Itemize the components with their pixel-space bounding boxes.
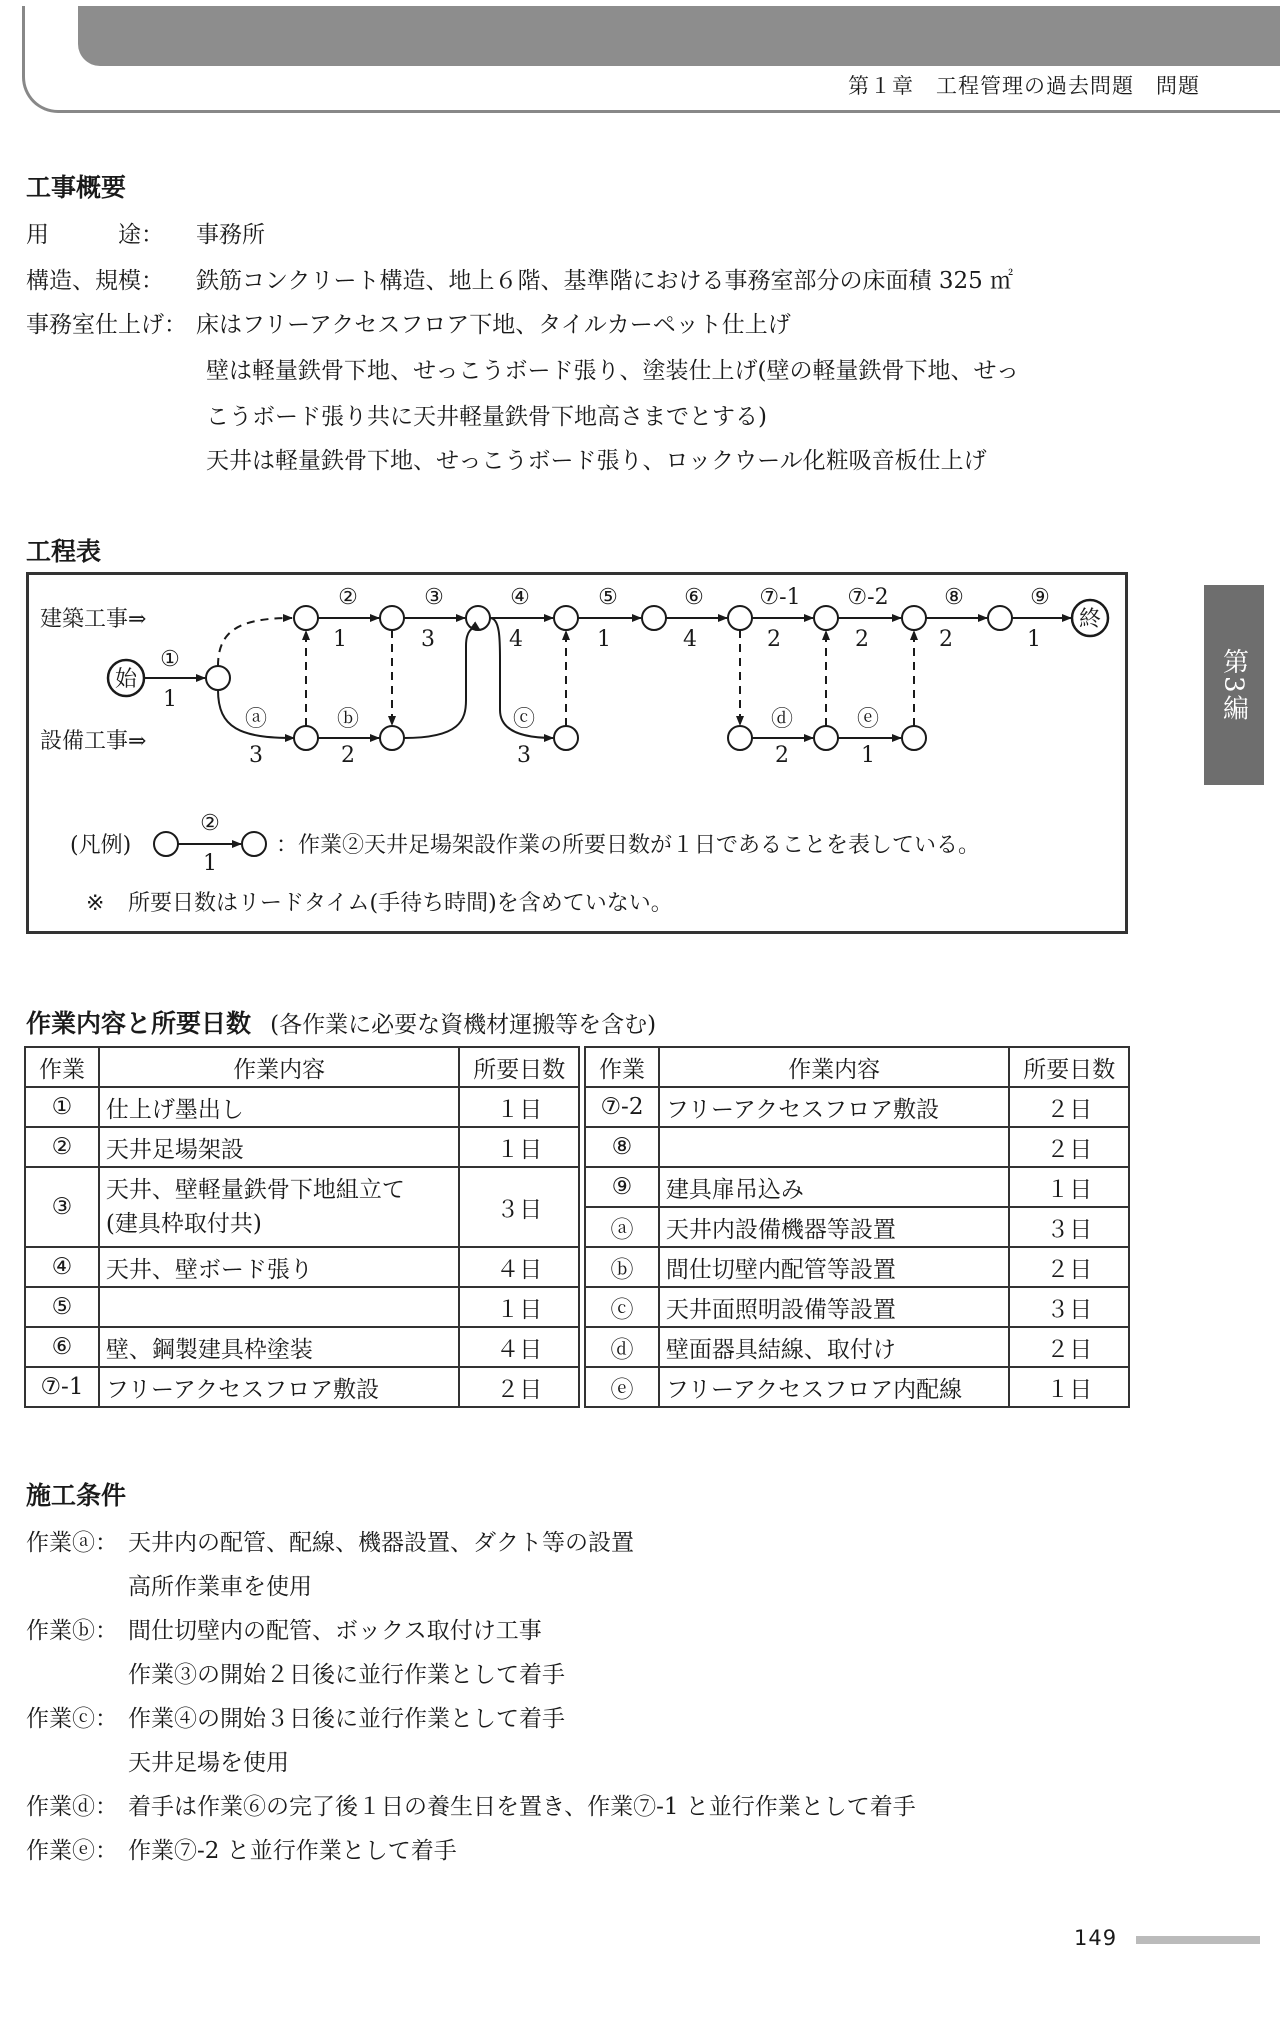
header-cell: 所要日数 bbox=[1009, 1047, 1129, 1087]
job-label: ⓑ bbox=[336, 707, 360, 732]
condition-line bbox=[26, 1524, 916, 1568]
task-content bbox=[659, 1127, 1010, 1167]
task-content: フリーアクセスフロア敷設 bbox=[99, 1367, 459, 1407]
header-cell: 作業内容 bbox=[99, 1047, 459, 1087]
legend-node bbox=[154, 832, 178, 856]
header-cell: 作業 bbox=[25, 1047, 99, 1087]
condition-text: 天井内の配管、配線、機器設置、ダクト等の設置 bbox=[128, 1530, 634, 1556]
day-label: 2 bbox=[939, 627, 953, 652]
network-node bbox=[642, 606, 666, 630]
job-label: ② bbox=[338, 585, 358, 610]
day-label: 3 bbox=[249, 743, 263, 768]
table-row bbox=[25, 1327, 579, 1367]
day-label: 2 bbox=[341, 743, 355, 768]
network-node bbox=[902, 726, 926, 750]
task-content: 間仕切壁内配管等設置 bbox=[659, 1247, 1010, 1287]
job-label: ⓐ bbox=[244, 707, 268, 732]
task-content-line: 天井、壁軽量鉄骨下地組立て bbox=[105, 1177, 405, 1203]
task-id: ⑦-1 bbox=[25, 1367, 99, 1407]
task-id: ③ bbox=[25, 1167, 99, 1247]
job-label: ⑦-1 bbox=[759, 585, 801, 610]
job-label: ③ bbox=[424, 585, 444, 610]
page-number: 149 bbox=[1074, 1926, 1118, 1950]
day-label: 3 bbox=[421, 627, 435, 652]
start-label: 始 bbox=[114, 667, 138, 692]
condition-label: 作業ⓑ： bbox=[26, 1618, 118, 1644]
job-label: ⓒ bbox=[512, 707, 536, 732]
network-node bbox=[728, 606, 752, 630]
task-content: フリーアクセスフロア内配線 bbox=[659, 1367, 1010, 1407]
network-diagram bbox=[0, 0, 1280, 960]
network-node bbox=[380, 606, 404, 630]
day-label: 4 bbox=[509, 627, 523, 652]
task-id: ② bbox=[25, 1127, 99, 1167]
condition-text: 高所作業車を使用 bbox=[128, 1574, 312, 1600]
table-row bbox=[585, 1367, 1129, 1407]
arrow-b-to-4 bbox=[404, 628, 480, 738]
job-label: ⓓ bbox=[770, 707, 794, 732]
network-node bbox=[814, 606, 838, 630]
schedule-title: 工程表 bbox=[26, 537, 102, 566]
task-id: ⑥ bbox=[25, 1327, 99, 1367]
legend-days: 1 bbox=[203, 851, 217, 876]
condition-label: 作業ⓒ： bbox=[26, 1706, 118, 1732]
condition-text: 着手は作業⑥の完了後１日の養生日を置き、作業⑦-1 と並行作業として着手 bbox=[128, 1794, 916, 1820]
task-content bbox=[99, 1287, 459, 1327]
task-content: 天井足場架設 bbox=[99, 1127, 459, 1167]
task-days: ２日 bbox=[1009, 1247, 1129, 1287]
legend-description: ：作業②天井足場架設作業の所要日数が１日であることを表している。 bbox=[276, 833, 981, 858]
job-label: ⓔ bbox=[856, 707, 880, 732]
table-row bbox=[585, 1087, 1129, 1127]
condition-text: 天井足場を使用 bbox=[128, 1750, 289, 1776]
side-tab-part3: 第3編 bbox=[1204, 585, 1264, 785]
day-label: 1 bbox=[333, 627, 347, 652]
task-days: １日 bbox=[1009, 1167, 1129, 1207]
task-content: 天井面照明設備等設置 bbox=[659, 1287, 1010, 1327]
condition-text: 作業⑦-2 と並行作業として着手 bbox=[128, 1838, 457, 1864]
network-node bbox=[380, 726, 404, 750]
condition-line bbox=[26, 1788, 916, 1832]
condition-label: 作業ⓓ： bbox=[26, 1794, 118, 1820]
task-content: 建具扉吊込み bbox=[659, 1167, 1010, 1207]
condition-label: 作業ⓔ： bbox=[26, 1838, 118, 1864]
network-node bbox=[294, 606, 318, 630]
schedule-note: 所要日数はリードタイム(手待ち時間)を含めていない。 bbox=[128, 891, 673, 916]
task-days: ２日 bbox=[1009, 1087, 1129, 1127]
conditions-list bbox=[26, 1524, 916, 1876]
network-node bbox=[554, 726, 578, 750]
task-id: ⓔ bbox=[585, 1367, 659, 1407]
condition-text: 作業④の開始３日後に並行作業として着手 bbox=[128, 1706, 565, 1732]
network-node bbox=[294, 726, 318, 750]
condition-line bbox=[26, 1700, 916, 1744]
overview-value: 床はフリーアクセスフロア下地、タイルカーペット仕上げ bbox=[196, 312, 791, 338]
table-row bbox=[585, 1327, 1129, 1367]
end-label: 終 bbox=[1078, 607, 1102, 632]
overview-label: 用 途： bbox=[26, 222, 164, 248]
overview-value: 鉄筋コンクリート構造、地上６階、基準階における事務室部分の床面積 325 ㎡ bbox=[196, 268, 1014, 294]
job-label: ⑥ bbox=[684, 585, 704, 610]
tasks-subtitle: (各作業に必要な資機材運搬等を含む) bbox=[270, 1012, 657, 1038]
table-row bbox=[585, 1287, 1129, 1327]
tasks-title: 作業内容と所要日数 bbox=[26, 1009, 252, 1038]
row-label-arch: 建築工事⇒ bbox=[40, 607, 147, 632]
task-id: ④ bbox=[25, 1247, 99, 1287]
task-id: ⓑ bbox=[585, 1247, 659, 1287]
table-row bbox=[25, 1167, 579, 1247]
tasks-heading bbox=[26, 1004, 656, 1040]
table-row bbox=[585, 1167, 1129, 1207]
task-days: ２日 bbox=[459, 1367, 579, 1407]
task-content-line: (建具枠取付共) bbox=[105, 1211, 262, 1237]
task-days: ２日 bbox=[1009, 1127, 1129, 1167]
task-days: ３日 bbox=[1009, 1207, 1129, 1247]
task-content: 天井内設備機器等設置 bbox=[659, 1207, 1010, 1247]
network-node bbox=[466, 606, 490, 630]
network-node bbox=[728, 726, 752, 750]
condition-line bbox=[26, 1568, 916, 1612]
conditions-title: 施工条件 bbox=[26, 1481, 127, 1510]
task-id: ⑨ bbox=[585, 1167, 659, 1207]
legend-label: (凡例) bbox=[70, 833, 132, 858]
network-node bbox=[206, 666, 230, 690]
overview-label: 構造、規模： bbox=[26, 268, 164, 294]
task-days: ４日 bbox=[459, 1327, 579, 1367]
header-cell: 所要日数 bbox=[459, 1047, 579, 1087]
header-cell: 作業内容 bbox=[659, 1047, 1010, 1087]
tasks-table-right bbox=[584, 1046, 1130, 1408]
task-days: １日 bbox=[459, 1127, 579, 1167]
day-label: 4 bbox=[683, 627, 697, 652]
job-label: ⑦-2 bbox=[847, 585, 889, 610]
table-row bbox=[585, 1127, 1129, 1167]
table-row bbox=[585, 1207, 1129, 1247]
table-row bbox=[585, 1247, 1129, 1287]
task-id: ⑦-2 bbox=[585, 1087, 659, 1127]
task-id: ⑤ bbox=[25, 1287, 99, 1327]
condition-label: 作業ⓐ： bbox=[26, 1530, 118, 1556]
task-days: ３日 bbox=[459, 1167, 579, 1247]
legend-node bbox=[242, 832, 266, 856]
overview-label: 事務室仕上げ： bbox=[26, 312, 187, 338]
day-label: 1 bbox=[163, 687, 177, 712]
condition-line bbox=[26, 1744, 916, 1788]
task-days: ４日 bbox=[459, 1247, 579, 1287]
day-label: 1 bbox=[861, 743, 875, 768]
table-row bbox=[25, 1247, 579, 1287]
network-node bbox=[814, 726, 838, 750]
note-mark: ※ bbox=[86, 891, 105, 916]
task-days: １日 bbox=[1009, 1367, 1129, 1407]
task-id: ⓐ bbox=[585, 1207, 659, 1247]
header-cell: 作業 bbox=[585, 1047, 659, 1087]
overview-value: 事務所 bbox=[196, 222, 265, 248]
task-id: ⓒ bbox=[585, 1287, 659, 1327]
task-content bbox=[99, 1167, 459, 1247]
task-id: ① bbox=[25, 1087, 99, 1127]
overview-continuation: 壁は軽量鉄骨下地、せっこうボード張り、塗装仕上げ(壁の軽量鉄骨下地、せっ bbox=[206, 358, 1020, 384]
condition-text: 間仕切壁内の配管、ボックス取付け工事 bbox=[128, 1618, 542, 1644]
chapter-title: 第１章 工程管理の過去問題 問題 bbox=[848, 74, 1200, 98]
day-label: 1 bbox=[1027, 627, 1041, 652]
task-days: ２日 bbox=[1009, 1327, 1129, 1367]
network-node bbox=[988, 606, 1012, 630]
overview-title: 工事概要 bbox=[26, 173, 127, 202]
task-days: １日 bbox=[459, 1087, 579, 1127]
task-content: 壁面器具結線、取付け bbox=[659, 1327, 1010, 1367]
network-node bbox=[902, 606, 926, 630]
overview-continuation: 天井は軽量鉄骨下地、せっこうボード張り、ロックウール化粧吸音板仕上げ bbox=[206, 448, 987, 474]
table-header-row bbox=[25, 1047, 579, 1087]
condition-text: 作業③の開始２日後に並行作業として着手 bbox=[128, 1662, 565, 1688]
task-id: ⑧ bbox=[585, 1127, 659, 1167]
legend-job: ② bbox=[200, 811, 220, 836]
table-row bbox=[25, 1127, 579, 1167]
condition-line bbox=[26, 1656, 916, 1700]
job-label: ④ bbox=[510, 585, 530, 610]
table-row bbox=[25, 1087, 579, 1127]
tasks-table-left bbox=[24, 1046, 580, 1408]
day-label: 3 bbox=[517, 743, 531, 768]
day-label: 1 bbox=[597, 627, 611, 652]
day-label: 2 bbox=[775, 743, 789, 768]
task-days: ３日 bbox=[1009, 1287, 1129, 1327]
condition-line bbox=[26, 1832, 916, 1876]
dummy-arrow bbox=[218, 618, 292, 666]
job-label: ⑧ bbox=[944, 585, 964, 610]
job-label: ⑨ bbox=[1030, 585, 1050, 610]
table-header-row bbox=[585, 1047, 1129, 1087]
task-content: フリーアクセスフロア敷設 bbox=[659, 1087, 1010, 1127]
condition-line bbox=[26, 1612, 916, 1656]
job-label: ① bbox=[160, 647, 180, 672]
page-number-bar bbox=[1136, 1936, 1260, 1944]
task-content: 天井、壁ボード張り bbox=[99, 1247, 459, 1287]
overview-continuation: こうボード張り共に天井軽量鉄骨下地高さまでとする) bbox=[206, 404, 767, 430]
table-row bbox=[25, 1367, 579, 1407]
table-row bbox=[25, 1287, 579, 1327]
day-label: 2 bbox=[767, 627, 781, 652]
task-days: １日 bbox=[459, 1287, 579, 1327]
task-id: ⓓ bbox=[585, 1327, 659, 1367]
day-label: 2 bbox=[855, 627, 869, 652]
task-content: 仕上げ墨出し bbox=[99, 1087, 459, 1127]
task-content: 壁、鋼製建具枠塗装 bbox=[99, 1327, 459, 1367]
row-label-equip: 設備工事⇒ bbox=[40, 729, 147, 754]
network-node bbox=[554, 606, 578, 630]
job-label: ⑤ bbox=[598, 585, 618, 610]
